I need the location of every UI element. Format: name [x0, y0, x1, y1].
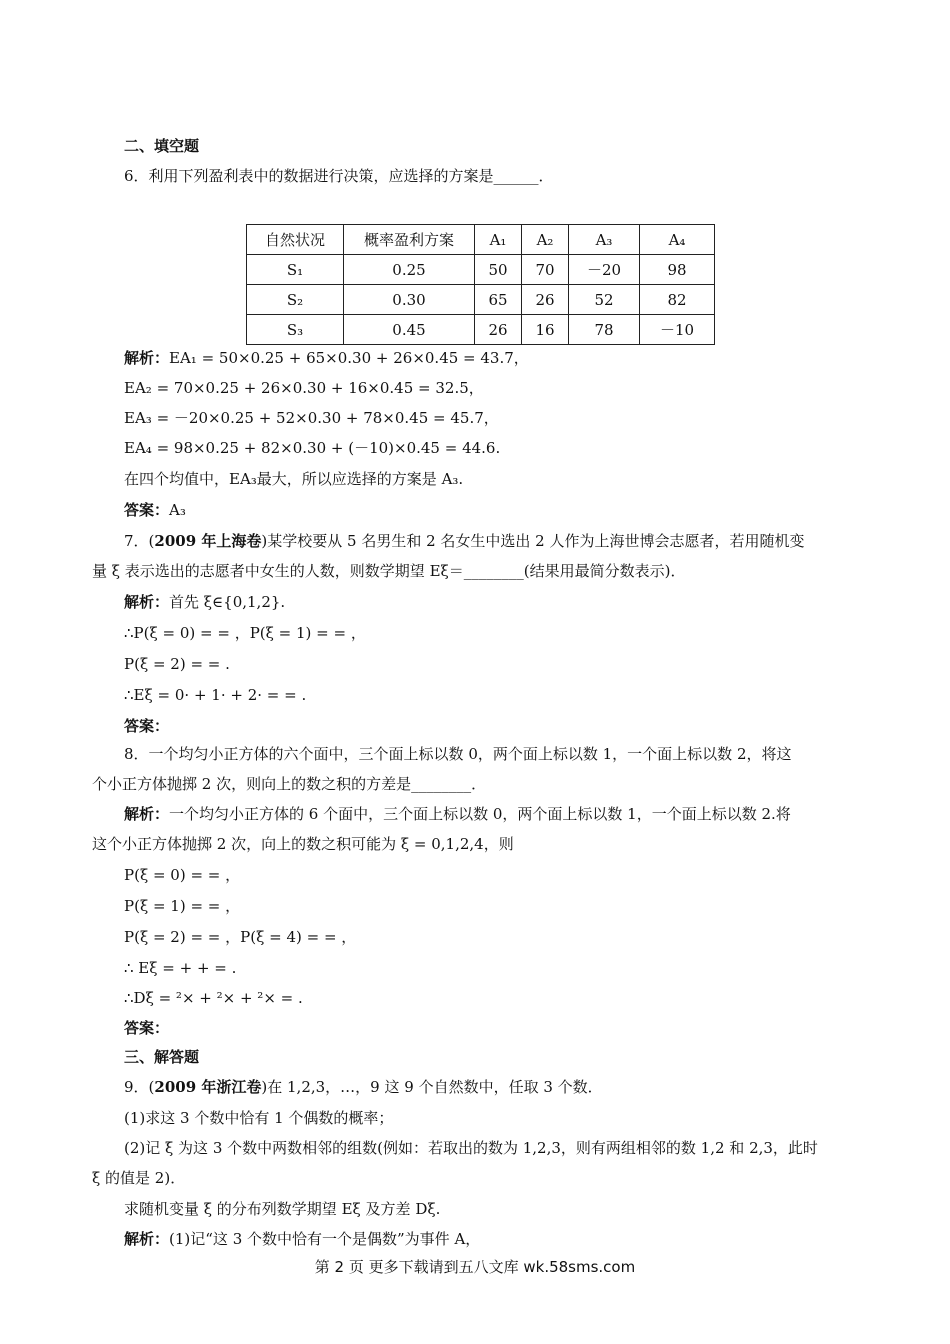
question-8-line-2: 个小正方体抛掷 2 次，则向上的数之积的方差是________．: [92, 775, 487, 793]
q8-answer-label: 答案：: [124, 1019, 170, 1037]
q8-analysis-line-1: [124, 804, 791, 824]
answer-label: 答案：: [124, 501, 170, 519]
table-header-cell: A₃: [569, 225, 640, 255]
table-cell: S₃: [247, 315, 344, 345]
q6-analysis-line-2: EA₂ = 70×0.25 + 26×0.30 + 16×0.45 = 32.5，: [124, 379, 484, 397]
table-header-cell: A₁: [475, 225, 522, 255]
table-cell: 70: [522, 255, 569, 285]
table-cell: 0.25: [344, 255, 475, 285]
section-title-answer-questions: 三、解答题: [124, 1048, 200, 1066]
analysis-text: EA₁ = 50×0.25 + 65×0.30 + 26×0.45 = 43.7，: [169, 349, 529, 367]
table-cell: 65: [475, 285, 522, 315]
table-header-cell: 概率盈利方案: [344, 225, 475, 255]
table-header-cell: A₂: [522, 225, 569, 255]
table-cell: 78: [569, 315, 640, 345]
analysis-label: 解析：: [124, 805, 170, 823]
q9-prefix: 9．(: [124, 1078, 155, 1096]
analysis-label: 解析：: [124, 1230, 170, 1248]
q6-analysis-line-1: [124, 348, 529, 368]
table-cell: 16: [522, 315, 569, 345]
table-cell: 52: [569, 285, 640, 315]
page-footer: 第 2 页 更多下载请到五八文库 wk.58sms.com: [314, 1258, 636, 1276]
analysis-label: 解析：: [124, 593, 170, 611]
table-cell: 26: [475, 315, 522, 345]
q6-analysis-line-4: EA₄ = 98×0.25 + 82×0.30 + (－10)×0.45 = 44.6.: [124, 439, 501, 457]
analysis-text: 首先 ξ∈{0,1,2}.: [169, 593, 286, 611]
question-9-line-1: [124, 1077, 603, 1097]
q7-answer-label: 答案：: [124, 717, 170, 735]
question-7-line-1: [124, 531, 805, 551]
table-cell: S₂: [247, 285, 344, 315]
q9-source: 2009 年浙江卷: [154, 1078, 262, 1096]
q9-text: )在 1,2,3，…，9 这 9 个自然数中，任取 3 个数．: [261, 1078, 603, 1096]
table-cell: 0.45: [344, 315, 475, 345]
q6-analysis-line-3: EA₃ = －20×0.25 + 52×0.30 + 78×0.45 = 45.7，: [124, 409, 499, 427]
q7-analysis-line-1: [124, 592, 285, 612]
section-title-fill-blank: 二、填空题: [124, 137, 200, 155]
table-header-cell: A₄: [640, 225, 715, 255]
q6-analysis-line-5: 在四个均值中，EA₃最大，所以应选择的方案是 A₃.: [124, 470, 464, 488]
q9-analysis-line-1: [124, 1229, 480, 1249]
table-row: [247, 255, 715, 285]
table-row: [247, 285, 715, 315]
table-cell: 98: [640, 255, 715, 285]
question-6-text: 6．利用下列盈利表中的数据进行决策，应选择的方案是______．: [124, 167, 554, 185]
table-cell: 50: [475, 255, 522, 285]
table-header-row: [247, 225, 715, 255]
q7-analysis-line-4: ∴Eξ = 0· + 1· + 2· = = .: [124, 686, 307, 704]
q8-analysis-line-6: ∴ Eξ = + + = .: [124, 959, 237, 977]
analysis-text: 一个均匀小正方体的 6 个面中，三个面上标以数 0，两个面上标以数 1，一个面上标以数 2.将: [169, 805, 791, 823]
q6-answer: [124, 500, 186, 520]
question-9-part-2c: 求随机变量 ξ 的分布列数学期望 Eξ 及方差 Dξ.: [124, 1200, 441, 1218]
answer-text: A₃: [169, 501, 186, 519]
q7-analysis-line-3: P(ξ = 2) = = .: [124, 655, 230, 673]
q8-analysis-line-4: P(ξ = 1) = = ，: [124, 897, 241, 915]
q7-source: 2009 年上海卷: [154, 532, 262, 550]
table-cell: －10: [640, 315, 715, 345]
profit-table: [246, 224, 715, 345]
question-9-part-2a: (2)记 ξ 为这 3 个数中两数相邻的组数(例如：若取出的数为 1,2,3，则有两组相邻的数 1,2 和 2,3，此时: [124, 1139, 818, 1157]
question-9-part-2b: ξ 的值是 2)．: [92, 1169, 186, 1187]
q8-analysis-line-2: 这个小正方体抛掷 2 次，向上的数之积可能为 ξ = 0,1,2,4，则: [92, 835, 514, 853]
table-row: [247, 315, 715, 345]
q7-text: )某学校要从 5 名男生和 2 名女生中选出 2 人作为上海世博会志愿者，若用随机变: [261, 532, 805, 550]
q7-prefix: 7．(: [124, 532, 155, 550]
table-cell: 0.30: [344, 285, 475, 315]
question-9-part-1: (1)求这 3 个数中恰有 1 个偶数的概率；: [124, 1109, 394, 1127]
q7-analysis-line-2: ∴P(ξ = 0) = = ，P(ξ = 1) = = ，: [124, 624, 366, 642]
table-cell: S₁: [247, 255, 344, 285]
q8-analysis-line-3: P(ξ = 0) = = ，: [124, 866, 241, 884]
table-cell: 26: [522, 285, 569, 315]
table-cell: －20: [569, 255, 640, 285]
analysis-text: (1)记“这 3 个数中恰有一个是偶数”为事件 A，: [169, 1230, 481, 1248]
table-cell: 82: [640, 285, 715, 315]
table-header-cell: 自然状况: [247, 225, 344, 255]
q8-analysis-line-7: ∴Dξ = ²× + ²× + ²× = .: [124, 989, 303, 1007]
analysis-label: 解析：: [124, 349, 170, 367]
question-7-line-2: 量 ξ 表示选出的志愿者中女生的人数，则数学期望 Eξ＝________(结果用最简分数表示)．: [92, 562, 686, 580]
question-8-line-1: 8．一个均匀小正方体的六个面中，三个面上标以数 0，两个面上标以数 1，一个面上标以数 2，将这: [124, 745, 792, 763]
q8-analysis-line-5: P(ξ = 2) = = ，P(ξ = 4) = = ，: [124, 928, 357, 946]
